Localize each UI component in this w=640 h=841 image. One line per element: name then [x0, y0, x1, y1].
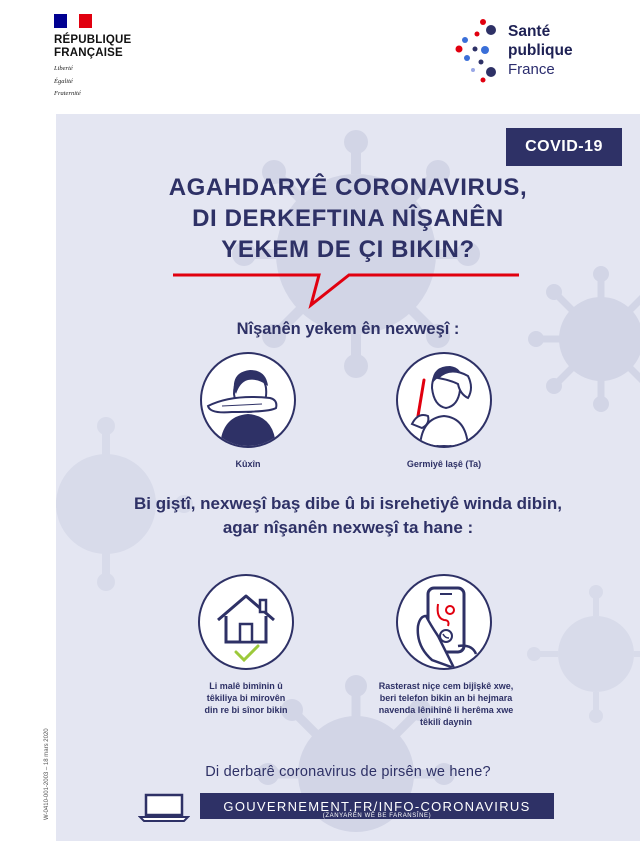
coughing-person-icon	[200, 352, 296, 448]
header	[0, 0, 640, 114]
symptom-cough-label: Kûxîn	[235, 459, 261, 469]
molecule-dots-icon	[455, 16, 505, 86]
main-title-line3: YEKEM DE ÇI BIKIN?	[221, 236, 475, 263]
sante-publique-france-logo	[455, 16, 595, 88]
main-title-line2: DI DERKEFTINA NÎŞANÊN	[192, 205, 504, 232]
agency-name-line1: Santé	[508, 23, 551, 40]
republic-name-line2: FRANÇAISE	[54, 47, 123, 59]
phone-doctor-icon	[396, 574, 492, 670]
advice-heading-line2: agar nîşanên nexweşî ta hane :	[222, 518, 474, 537]
virus-background-icon	[526, 264, 640, 414]
agency-name-line3: France	[508, 61, 555, 78]
poster	[56, 114, 640, 841]
agency-name-line2: publique	[508, 42, 573, 59]
french-flag-icon	[54, 14, 92, 28]
info-url-link[interactable]: GOUVERNEMENT.FR/INFO-CORONAVIRUS	[200, 793, 554, 819]
republic-name-line1: RÉPUBLIQUE	[54, 34, 132, 46]
advice-heading	[56, 492, 640, 540]
republique-francaise-logo	[54, 14, 164, 98]
advice-call-doctor-text: Rasterast niçe cem bijîşkê xwe, beri telefon bikin an bi hejmara navenda lênihînê li herêma xwe têkilî daynin	[378, 681, 514, 727]
main-title-line1: AGAHDARYÊ CORONAVIRUS,	[168, 174, 528, 201]
advice-stay-home-text: Li malê bimînin û têkiliya bi mirovên din re bi sînor bikin	[204, 681, 288, 715]
url-language-note: (ZANYARÊN WÊ BE FARANSÎNE)	[322, 813, 432, 819]
fever-person-icon	[396, 352, 492, 448]
laptop-icon	[138, 793, 190, 823]
speech-bubble-underline-icon	[171, 269, 521, 309]
advice-heading-line1: Bi giştî, nexweşî baş dibe û bi isrehetiyê winda dibin,	[134, 494, 562, 513]
covid-19-badge: COVID-19	[506, 128, 622, 166]
motto-fraternite: Fraternité	[54, 90, 81, 97]
questions-prompt: Di derbarê coronavirus de pirsên we hene?	[205, 764, 491, 780]
main-title	[56, 172, 640, 265]
motto-liberte: Liberté	[54, 65, 73, 72]
motto-egalite: Égalité	[54, 77, 73, 85]
symptom-fever-label: Germiyê laşê (Ta)	[406, 459, 482, 469]
house-icon	[198, 574, 294, 670]
side-reference-text: W-0410-001-2003 – 18 mars 2020	[44, 728, 50, 820]
symptoms-heading: Nîşanên yekem ên nexweşî :	[236, 320, 460, 338]
